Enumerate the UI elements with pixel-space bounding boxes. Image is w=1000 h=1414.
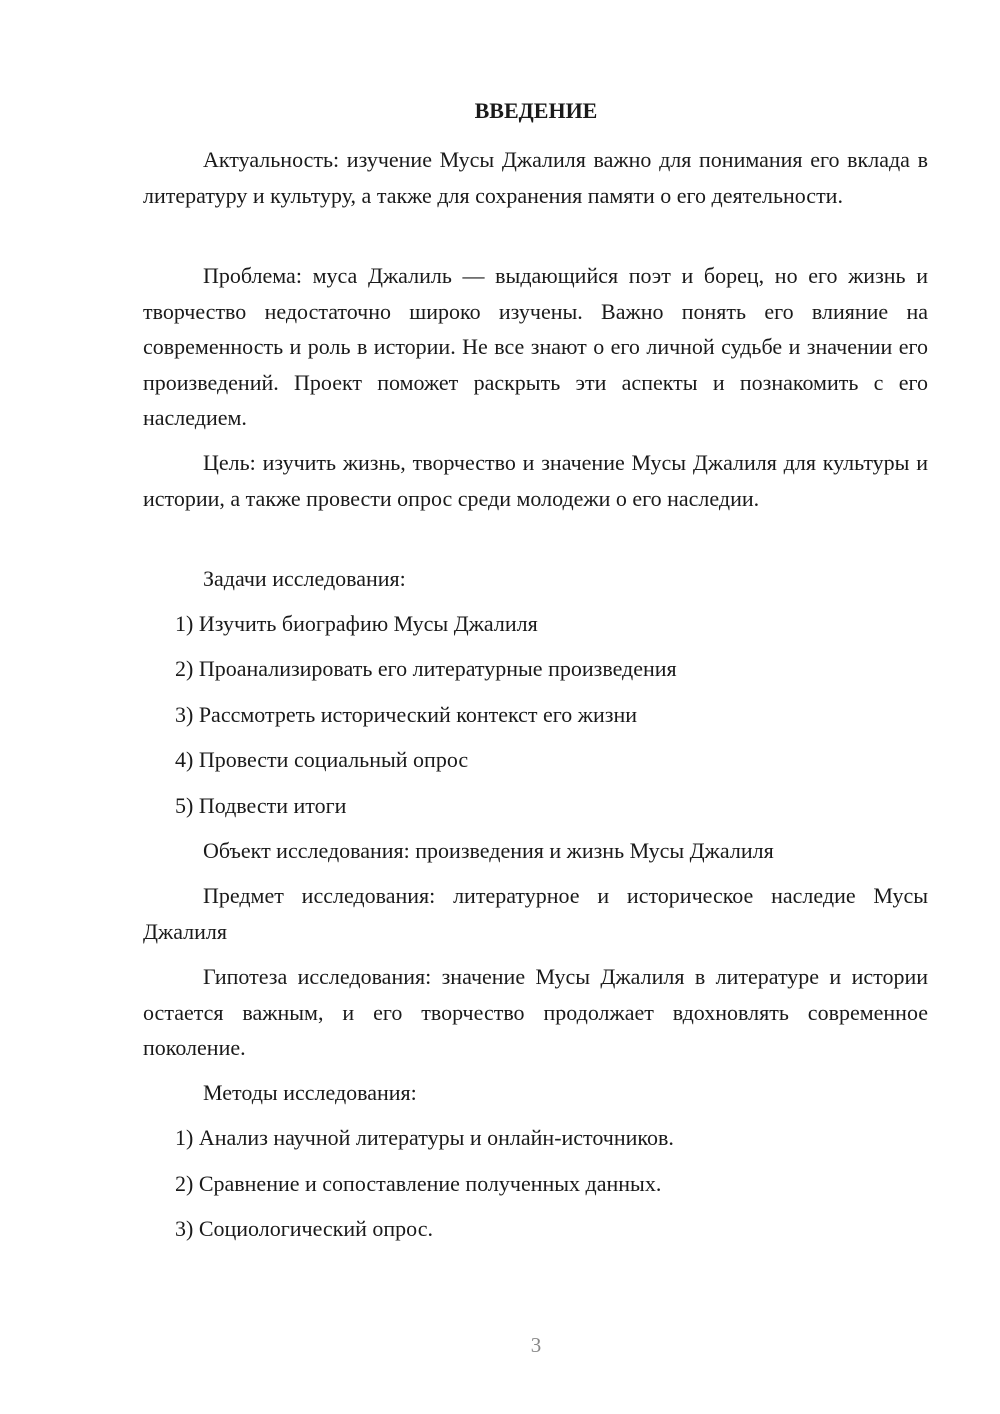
method-item: 1) Анализ научной литературы и онлайн-источников. xyxy=(175,1125,674,1150)
task-item: 3) Рассмотреть исторический контекст его жизни xyxy=(175,702,637,727)
methods-heading: Методы исследования: xyxy=(203,1080,417,1105)
task-item: 5) Подвести итоги xyxy=(175,793,347,818)
subject-paragraph: Предмет исследования: литературное и историческое наследие Мусы Джалиля xyxy=(143,883,928,944)
task-item: 4) Провести социальный опрос xyxy=(175,747,469,772)
hypothesis-paragraph: Гипотеза исследования: значение Мусы Джалиля в литературе и истории остается важным, и его творчество продолжает вдохновлять современное поколение. xyxy=(143,964,928,1060)
method-item: 3) Социологический опрос. xyxy=(175,1216,433,1241)
goal-paragraph: Цель: изучить жизнь, творчество и значение Мусы Джалиля для культуры и истории, а также провести опрос среди молодежи о его наследии. xyxy=(143,450,928,511)
section-title: ВВЕДЕНИЕ xyxy=(474,98,598,123)
method-item: 2) Сравнение и сопоставление полученных данных. xyxy=(175,1171,662,1196)
page-number: 3 xyxy=(530,1333,542,1357)
task-item: 2) Проанализировать его литературные произведения xyxy=(175,656,677,681)
relevance-paragraph: Актуальность: изучение Мусы Джалиля важно для понимания его вклада в литературу и культуру, а также для сохранения памяти о его деятельности. xyxy=(143,147,928,208)
problem-paragraph: Проблема: муса Джалиль — выдающийся поэт и борец, но его жизнь и творчество недостаточно широко изучены. Важно понять его влияние на современность и роль в истории. Не все знают о его личной судьбе и значении его произведений. Проект поможет раскрыть эти аспекты и познакомить с его наследием. xyxy=(143,263,928,430)
task-item: 1) Изучить биографию Мусы Джалиля xyxy=(175,611,538,636)
tasks-heading: Задачи исследования: xyxy=(203,566,406,591)
object-line: Объект исследования: произведения и жизнь Мусы Джалиля xyxy=(203,838,774,863)
